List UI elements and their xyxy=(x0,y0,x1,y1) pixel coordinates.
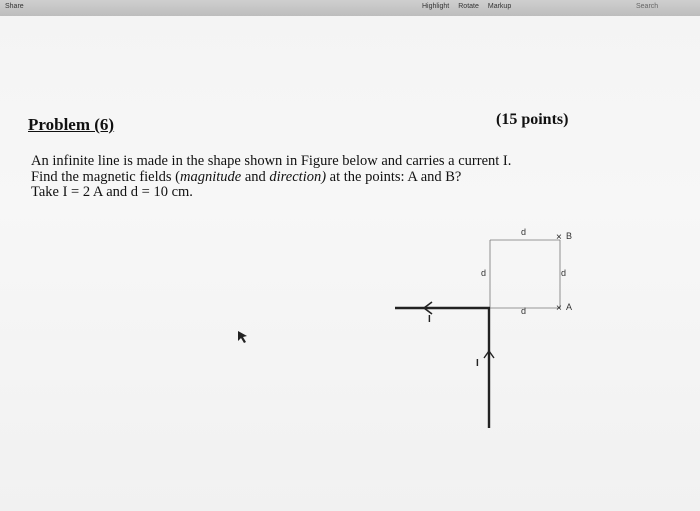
label-current-vertical: I xyxy=(476,358,479,369)
line2-prefix: Find the magnetic fields ( xyxy=(31,168,180,185)
statement-line-2 xyxy=(31,170,511,186)
statement-line-1: An infinite line is made in the shape shown in Figure below and carries a current I. xyxy=(31,153,512,169)
marker-b: × xyxy=(556,232,562,243)
document-page xyxy=(0,16,700,511)
left-arrow-icon xyxy=(424,302,432,314)
problem-statement xyxy=(31,154,511,201)
highlight-button[interactable]: Highlight xyxy=(422,3,450,10)
label-d-left: d xyxy=(481,268,487,278)
share-button[interactable]: Share xyxy=(5,3,24,10)
statement-line-3: Take I = 2 A and d = 10 cm. xyxy=(31,184,193,200)
top-toolbar xyxy=(0,0,700,16)
line2-magnitude: magnitude xyxy=(180,168,242,185)
up-arrow-icon xyxy=(484,351,494,358)
label-d-bottom: d xyxy=(521,306,527,316)
line2-direction: direction) xyxy=(269,168,327,185)
line2-suffix: at the points: A and B? xyxy=(326,168,462,185)
rotate-button[interactable]: Rotate xyxy=(458,3,479,10)
label-d-right: d xyxy=(561,268,567,278)
toolbar-actions xyxy=(422,3,511,10)
line2-and: and xyxy=(241,168,270,185)
problem-title: Problem (6) xyxy=(28,115,115,134)
problem-points: (15 points) xyxy=(496,111,569,128)
label-d-top: d xyxy=(521,227,527,237)
search-button[interactable]: Search xyxy=(636,3,659,10)
label-a: A xyxy=(566,302,573,312)
mouse-pointer-icon xyxy=(237,330,249,344)
marker-a: × xyxy=(556,303,562,314)
wire-figure xyxy=(0,16,700,511)
label-b: B xyxy=(566,231,573,241)
markup-button[interactable]: Markup xyxy=(487,3,512,10)
label-current-horizontal: I xyxy=(428,314,431,325)
